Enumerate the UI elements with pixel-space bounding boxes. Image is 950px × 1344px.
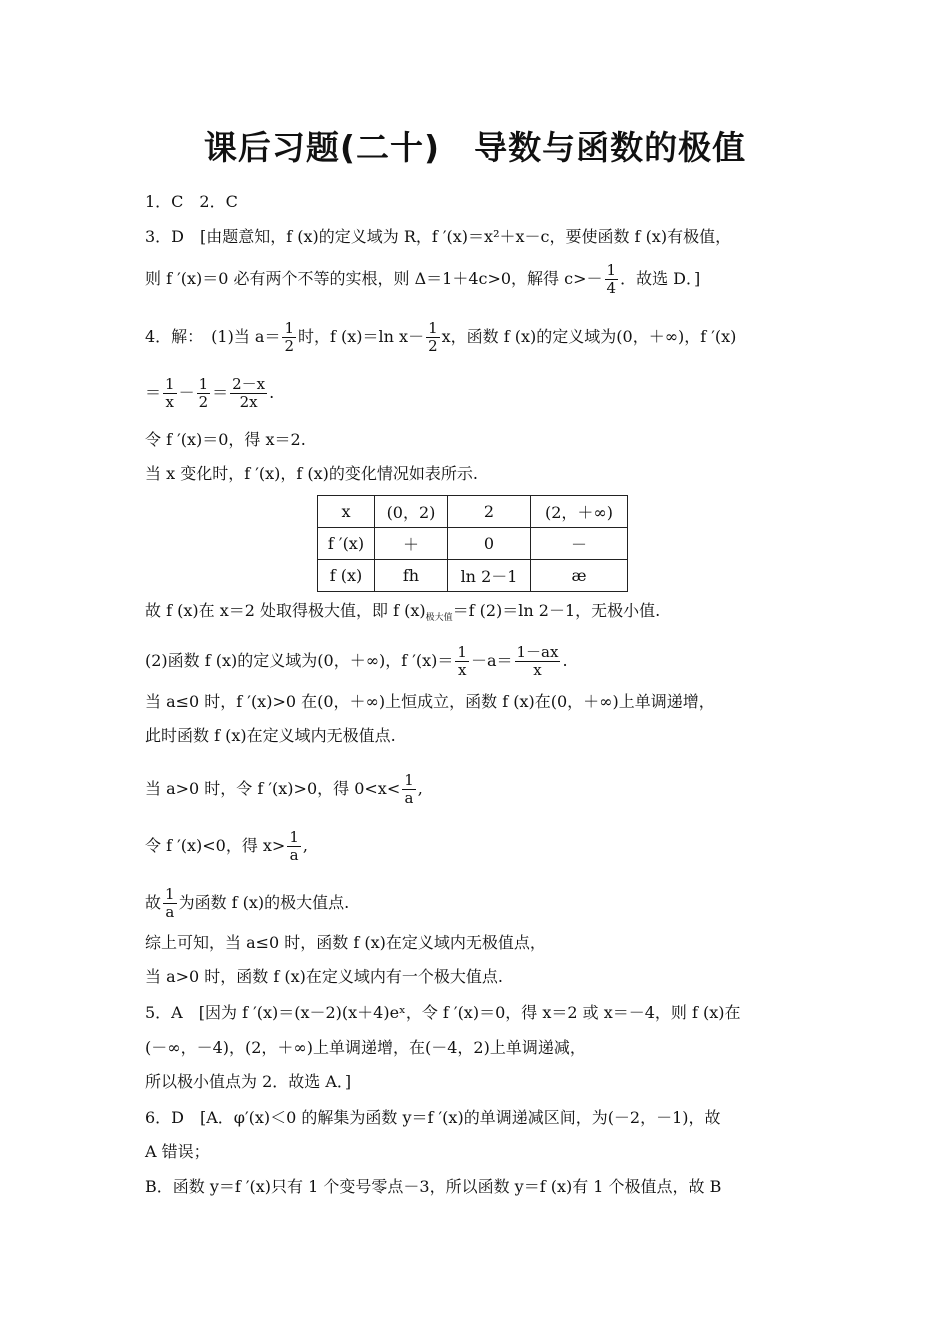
text-segment: － — [178, 383, 195, 402]
table-cell: æ — [531, 560, 628, 592]
fraction: $\frac{1}{4}$ — [606, 261, 617, 297]
answer-line-5 — [145, 376, 274, 411]
fraction: $\frac{1}{a}$ — [165, 885, 175, 921]
text-segment: －a＝ — [470, 651, 513, 670]
answer-line-21: A 错误； — [145, 1142, 210, 1161]
answer-line-15: 综上可知，当 a≤0 时，函数 f (x)在定义域内无极值点， — [145, 933, 546, 952]
fraction: $\frac{1}{a}$ — [289, 828, 299, 864]
answer-line-16: 当 a>0 时，函数 f (x)在定义域内有一个极大值点. — [145, 967, 503, 986]
fraction: $\frac{2-x}{2x}$ — [232, 375, 266, 411]
table-row — [318, 560, 628, 592]
table-cell: ＋ — [375, 528, 448, 560]
page-title: 课后习题(二十) 导数与函数的极值 — [203, 128, 747, 167]
answer-line-22: B．函数 y＝f ′(x)只有 1 个变号零点－3，所以函数 y＝f (x)有 1 个极值点，故 B — [145, 1177, 722, 1196]
answer-line-11: 此时函数 f (x)在定义域内无极值点. — [145, 726, 396, 745]
text-segment: . — [269, 383, 275, 402]
text-segment: ＝ — [212, 383, 229, 402]
table-row — [318, 496, 628, 528]
answer-line-10: 当 a≤0 时，f ′(x)>0 在(0，＋∞)上恒成立，函数 f (x)在(0，＋∞)上单调递增， — [145, 692, 715, 711]
answer-line-1: 1．C 2．C — [145, 192, 238, 211]
text-segment: 故 f (x)在 x＝2 处取得极大值，即 f (x) — [145, 601, 426, 620]
answer-line-3 — [145, 262, 700, 297]
answer-line-17: 5．A [因为 f ′(x)＝(x－2)(x＋4)eˣ，令 f ′(x)＝0，得 x＝2 或 x＝－4，则 f (x)在 — [145, 1003, 741, 1022]
text-segment: (2)函数 f (x)的定义域为(0，＋∞)，f ′(x)＝ — [145, 651, 454, 670]
text-segment: 故 — [145, 893, 162, 912]
text-segment: 则 f ′(x)＝0 必有两个不等的实根，则 Δ＝1＋4c>0，解得 c>－ — [145, 269, 603, 288]
answer-line-2: 3．D [由题意知，f (x)的定义域为 R，f ′(x)＝x²＋x－c，要使函数 f (x)有极值， — [145, 227, 732, 246]
subscript-label: 极大值 — [425, 613, 453, 624]
table-header-cell: 2 — [448, 496, 531, 528]
answer-line-4 — [145, 320, 736, 355]
fraction: $\frac{1}{2}$ — [428, 319, 438, 355]
text-segment: ＝f (2)＝ln 2－1，无极小值. — [452, 601, 661, 620]
text-segment: x，函数 f (x)的定义域为(0，＋∞)，f ′(x) — [441, 327, 737, 346]
answer-line-19: 所以极小值点为 2．故选 A．] — [145, 1072, 352, 1091]
answer-line-20: 6．D [A．φ′(x)＜0 的解集为函数 y＝f ′(x)的单调递减区间，为(－2，－1)，故 — [145, 1108, 721, 1127]
table-cell: f (x) — [318, 560, 375, 592]
answer-line-6: 令 f ′(x)＝0，得 x＝2. — [145, 430, 306, 449]
text-segment: 令 f ′(x)<0，得 x> — [145, 836, 286, 855]
table-cell: － — [531, 528, 628, 560]
table-row — [318, 528, 628, 560]
table-header-cell: (0，2) — [375, 496, 448, 528]
table-header-cell: (2，＋∞) — [531, 496, 628, 528]
variation-table — [317, 495, 628, 592]
text-segment: ．故选 D．] — [620, 269, 701, 288]
table-header-cell: x — [318, 496, 375, 528]
text-segment: . — [562, 651, 568, 670]
fraction: $\frac{1}{2}$ — [284, 319, 295, 355]
answer-line-13 — [145, 829, 308, 864]
text-segment: , — [417, 779, 423, 798]
fraction: $\frac{1-ax}{x}$ — [516, 643, 559, 679]
table-cell: fh — [375, 560, 448, 592]
text-segment: 当 a>0 时，令 f ′(x)>0，得 0<x< — [145, 779, 401, 798]
table-cell: ln 2－1 — [448, 560, 531, 592]
text-segment: ＝ — [145, 383, 162, 402]
text-segment: 4．解： (1)当 a＝ — [145, 327, 281, 346]
text-segment: 时，f (x)＝ln x－ — [298, 327, 425, 346]
fraction: $\frac{1}{a}$ — [404, 771, 414, 807]
fraction: $\frac{1}{2}$ — [198, 375, 209, 411]
answer-line-18: (－∞，－4)，(2，＋∞)上单调递增，在(－4，2)上单调递减， — [145, 1038, 586, 1057]
answer-line-7: 当 x 变化时，f ′(x)，f (x)的变化情况如表所示. — [145, 464, 478, 483]
answer-line-9 — [145, 644, 568, 679]
fraction: $\frac{1}{x}$ — [457, 643, 467, 679]
answer-line-8 — [145, 601, 660, 628]
table-cell: f ′(x) — [318, 528, 375, 560]
text-segment: 为函数 f (x)的极大值点. — [178, 893, 350, 912]
text-segment: , — [302, 836, 308, 855]
answer-line-14 — [145, 886, 349, 921]
table-cell: 0 — [448, 528, 531, 560]
fraction: $\frac{1}{x}$ — [165, 375, 175, 411]
answer-line-12 — [145, 772, 423, 807]
